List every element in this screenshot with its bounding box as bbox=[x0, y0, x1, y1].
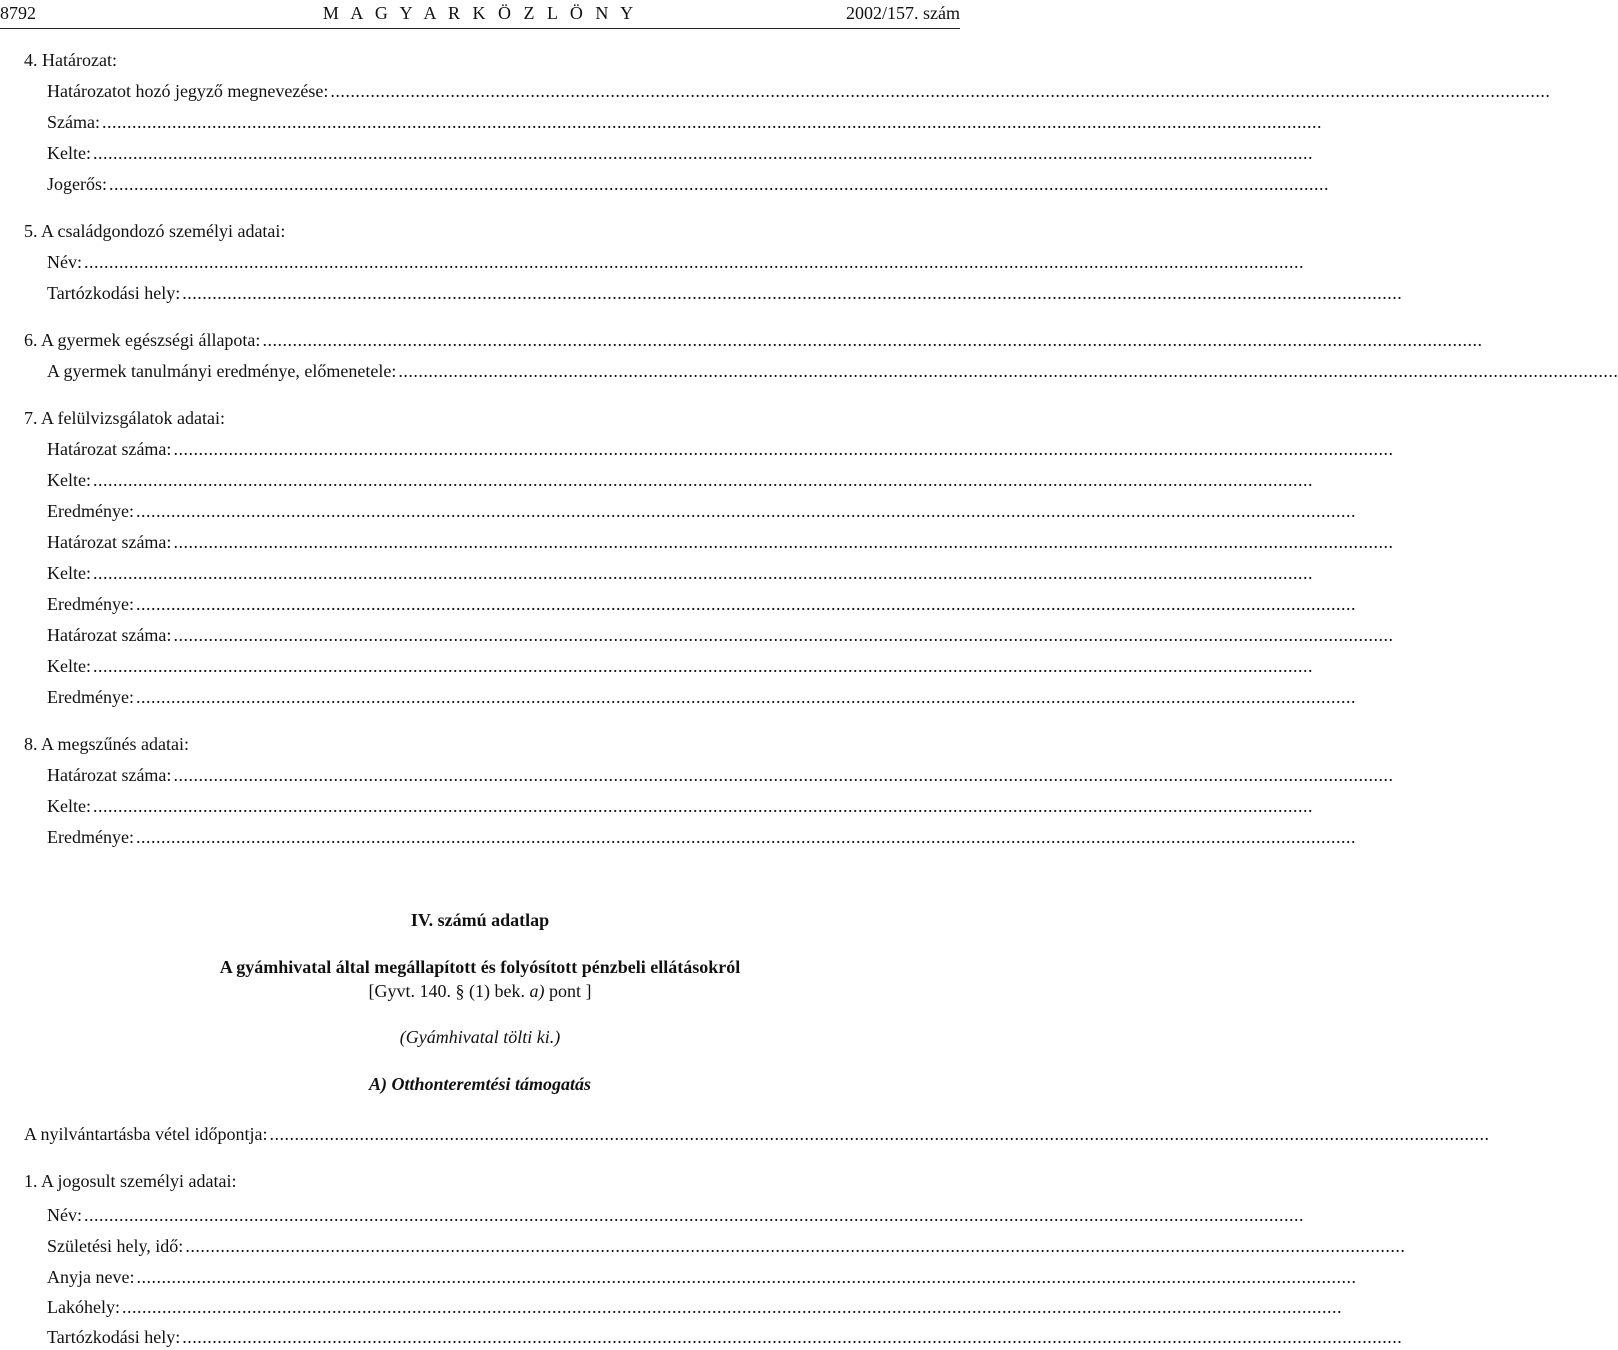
field-label: Száma: bbox=[47, 112, 100, 132]
field-label: Határozat száma: bbox=[47, 532, 172, 552]
fill-dots: .................................................................................................................................................................................................................................................... bbox=[135, 687, 1356, 707]
field-end-date bbox=[47, 795, 1313, 817]
fill-dots: .................................................................................................................................................................................................................................................... bbox=[109, 174, 1329, 194]
fill-dots: .................................................................................................................................................................................................................................................... bbox=[135, 501, 1356, 521]
field-label: Eredménye: bbox=[47, 594, 134, 614]
fill-dots: .................................................................................................................................................................................................................................................... bbox=[182, 283, 1403, 303]
field-review-date bbox=[47, 469, 1313, 491]
section-title: A) Otthonteremtési támogatás bbox=[368, 1074, 591, 1094]
form-note: (Gyámhivatal tölti ki.) bbox=[399, 1027, 561, 1047]
section-7-title: 7. A felülvizsgálatok adatai: bbox=[24, 408, 225, 428]
field-issuer bbox=[47, 80, 1551, 102]
field-review-result bbox=[47, 500, 1356, 522]
legal-reference-point: a) bbox=[529, 981, 545, 1001]
field-label: Születési hely, idő: bbox=[47, 1236, 184, 1256]
field-address bbox=[47, 1296, 1342, 1318]
field-stay bbox=[47, 1326, 1403, 1348]
field-end-result bbox=[47, 826, 1356, 848]
field-review-date bbox=[47, 562, 1313, 584]
fill-dots: .................................................................................................................................................................................................................................................... bbox=[92, 796, 1313, 816]
legal-reference-end: pont ] bbox=[544, 981, 592, 1001]
fill-dots: .................................................................................................................................................................................................................................................... bbox=[135, 827, 1356, 847]
fill-dots: .................................................................................................................................................................................................................................................... bbox=[84, 1205, 1304, 1225]
fill-dots: .................................................................................................................................................................................................................................................... bbox=[182, 1327, 1403, 1347]
field-label: Lakóhely: bbox=[47, 1297, 120, 1317]
field-label: Tartózkodási hely: bbox=[47, 1327, 181, 1347]
fill-dots: .................................................................................................................................................................................................................................................... bbox=[136, 1267, 1357, 1287]
fill-dots: .................................................................................................................................................................................................................................................... bbox=[101, 112, 1322, 132]
field-label: Eredménye: bbox=[47, 501, 134, 521]
field-studies bbox=[47, 360, 1618, 382]
fill-dots: .................................................................................................................................................................................................................................................... bbox=[92, 470, 1313, 490]
field-label: Jogerős: bbox=[47, 174, 107, 194]
field-final bbox=[47, 173, 1329, 195]
journal-title: M A G Y A R K Ö Z L Ö N Y bbox=[322, 3, 638, 23]
field-label: Határozat száma: bbox=[47, 439, 172, 459]
fill-dots: .................................................................................................................................................................................................................................................... bbox=[121, 1297, 1342, 1317]
field-date bbox=[47, 142, 1313, 164]
fill-dots: .................................................................................................................................................................................................................................................... bbox=[173, 439, 1394, 459]
field-label: Kelte: bbox=[47, 143, 91, 163]
form-title: IV. számú adatlap bbox=[410, 910, 550, 930]
section-1-title: 1. A jogosult személyi adatai: bbox=[24, 1171, 237, 1191]
field-label: Tartózkodási hely: bbox=[47, 283, 181, 303]
field-birth bbox=[47, 1235, 1406, 1257]
field-label: Eredménye: bbox=[47, 827, 134, 847]
form-subtitle: A gyámhivatal által megállapított és folyósított pénzbeli ellátásokról bbox=[219, 957, 741, 977]
fill-dots: .................................................................................................................................................................................................................................................... bbox=[262, 330, 1483, 350]
field-label: Határozat száma: bbox=[47, 765, 172, 785]
fill-dots: .................................................................................................................................................................................................................................................... bbox=[398, 361, 1618, 381]
field-label: Határozat száma: bbox=[47, 625, 172, 645]
legal-reference bbox=[0, 980, 960, 1002]
field-health bbox=[24, 329, 1483, 351]
field-review-number bbox=[47, 531, 1394, 553]
field-beneficiary-name bbox=[47, 1204, 1304, 1226]
fill-dots: .................................................................................................................................................................................................................................................... bbox=[92, 143, 1313, 163]
fill-dots: .................................................................................................................................................................................................................................................... bbox=[135, 594, 1356, 614]
field-review-result bbox=[47, 593, 1356, 615]
section-5-title: 5. A családgondozó személyi adatai: bbox=[24, 221, 286, 241]
section-4-title: 4. Határozat: bbox=[24, 50, 117, 70]
legal-reference-start: [Gyvt. 140. § (1) bek. bbox=[368, 981, 530, 1001]
section-8-title: 8. A megszűnés adatai: bbox=[24, 734, 189, 754]
field-label: Név: bbox=[47, 1205, 82, 1225]
fill-dots: .................................................................................................................................................................................................................................................... bbox=[92, 563, 1313, 583]
fill-dots: .................................................................................................................................................................................................................................................... bbox=[92, 656, 1313, 676]
field-end-number bbox=[47, 764, 1394, 786]
issue-number: 2002/157. szám bbox=[846, 3, 960, 23]
field-label: Eredménye: bbox=[47, 687, 134, 707]
field-label: Anyja neve: bbox=[47, 1267, 135, 1287]
field-label: Kelte: bbox=[47, 470, 91, 490]
fill-dots: .................................................................................................................................................................................................................................................... bbox=[173, 625, 1394, 645]
field-review-result bbox=[47, 686, 1356, 708]
fill-dots: .................................................................................................................................................................................................................................................... bbox=[173, 532, 1394, 552]
field-review-date bbox=[47, 655, 1313, 677]
field-number bbox=[47, 111, 1322, 133]
field-label: Kelte: bbox=[47, 656, 91, 676]
field-name bbox=[47, 251, 1304, 273]
field-label: Kelte: bbox=[47, 563, 91, 583]
field-label: 6. A gyermek egészségi állapota: bbox=[24, 330, 261, 350]
fill-dots: .................................................................................................................................................................................................................................................... bbox=[173, 765, 1394, 785]
field-review-number bbox=[47, 624, 1394, 646]
fill-dots: .................................................................................................................................................................................................................................................... bbox=[185, 1236, 1406, 1256]
field-label: Kelte: bbox=[47, 796, 91, 816]
fill-dots: .................................................................................................................................................................................................................................................... bbox=[330, 81, 1551, 101]
field-label: Név: bbox=[47, 252, 82, 272]
page-header bbox=[0, 0, 960, 29]
fill-dots: .................................................................................................................................................................................................................................................... bbox=[84, 252, 1304, 272]
field-mother-name bbox=[47, 1266, 1357, 1288]
field-label: A gyermek tanulmányi eredménye, előmenetele: bbox=[47, 361, 397, 381]
field-residence bbox=[47, 282, 1403, 304]
field-review-number bbox=[47, 438, 1394, 460]
page-number: 8792 bbox=[0, 3, 36, 23]
field-label: A nyilvántartásba vétel időpontja: bbox=[24, 1124, 268, 1144]
fill-dots: .................................................................................................................................................................................................................................................... bbox=[269, 1124, 1490, 1144]
field-label: Határozatot hozó jegyző megnevezése: bbox=[47, 81, 329, 101]
field-registration-date bbox=[24, 1123, 1490, 1145]
